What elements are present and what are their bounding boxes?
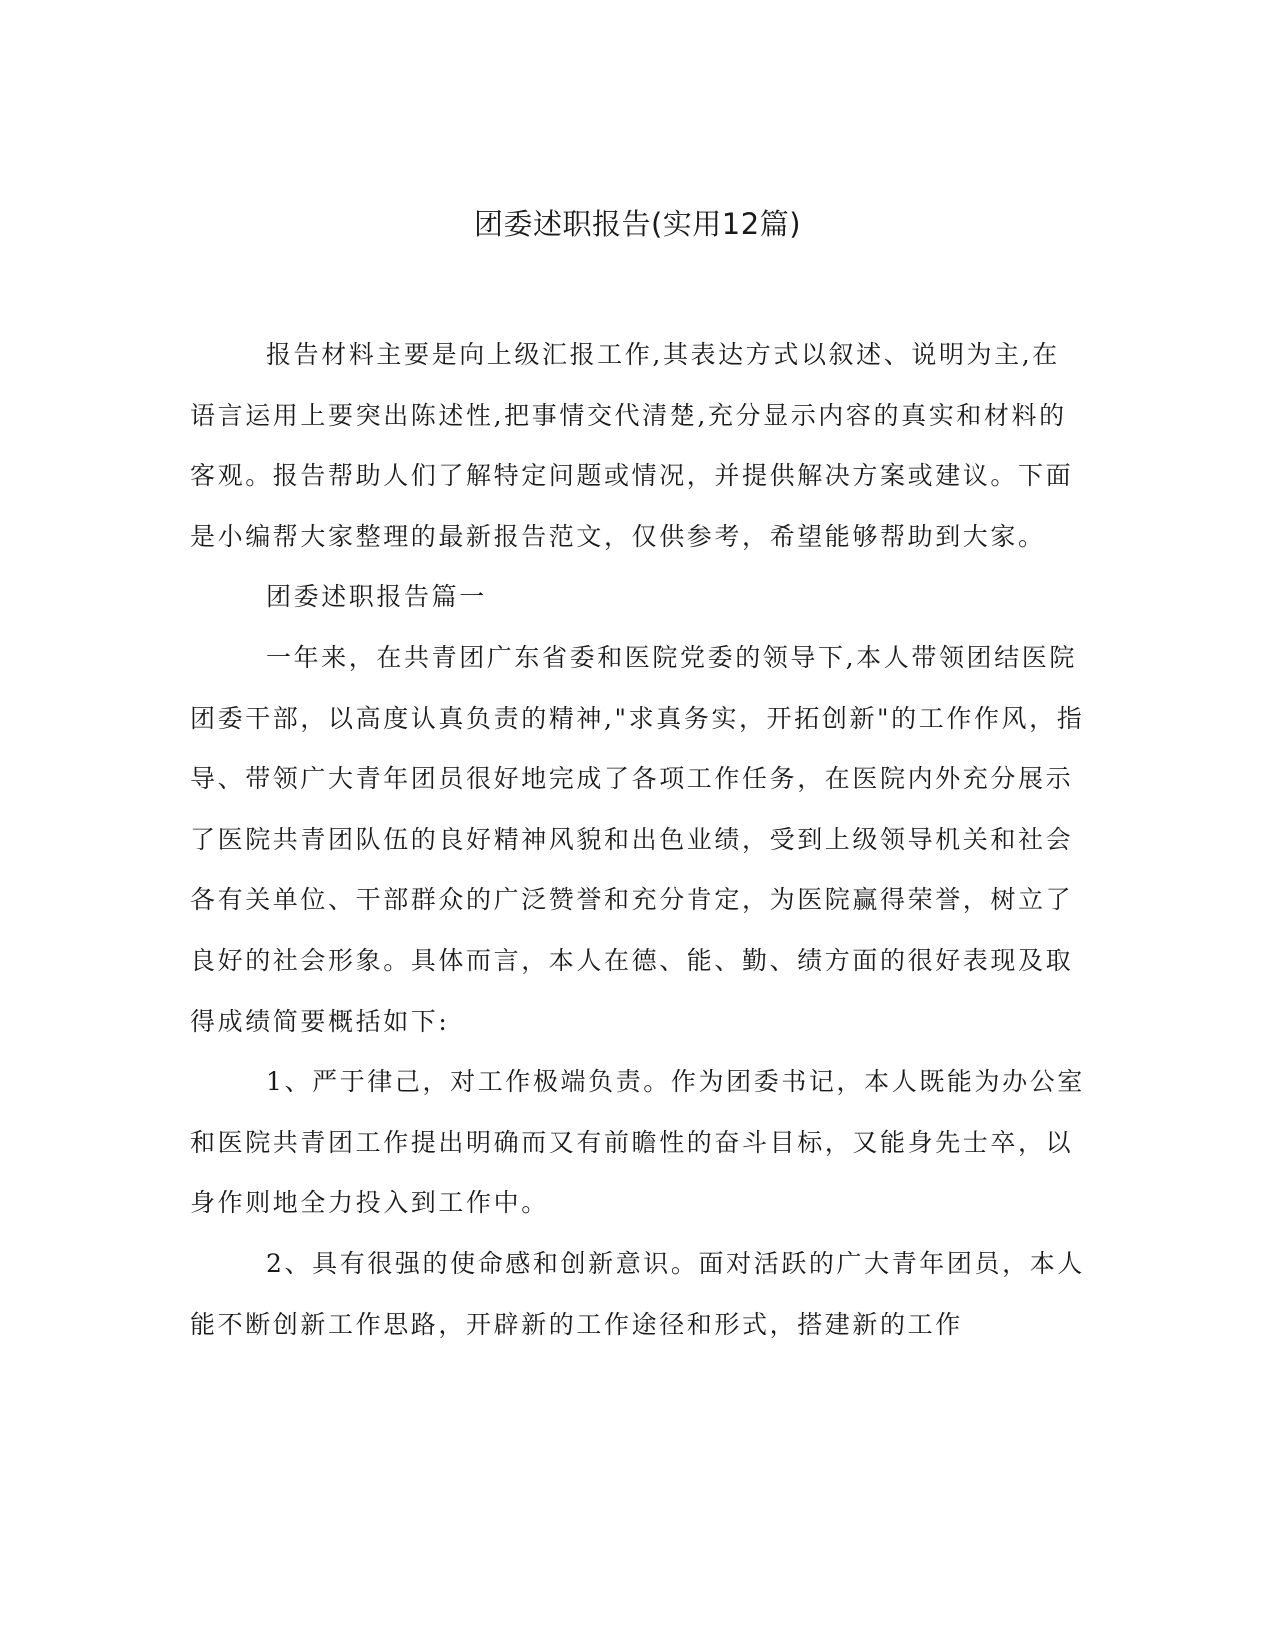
document-title: 团委述职报告(实用12篇) [473, 207, 802, 241]
paragraph-intro: 报告材料主要是向上级汇报工作,其表达方式以叙述、说明为主,在语言运用上要突出陈述性,把事情交代清楚,充分显示内容的真实和材料的客观。报告帮助人们了解特定问题或情况，并提供解决方案或建议。下面是小编帮大家整理的最新报告范文，仅供参考，希望能够帮助到大家。 [190, 340, 1074, 551]
paragraph-point-1: 1、严于律己，对工作极端负责。作为团委书记，本人既能为办公室和医院共青团工作提出明确而又有前瞻性的奋斗目标，又能身先士卒，以身作则地全力投入到工作中。 [190, 1067, 1085, 1218]
document-body [190, 325, 1090, 1355]
paragraph-point-2: 2、具有很强的使命感和创新意识。面对活跃的广大青年团员，本人能不断创新工作思路，开辟新的工作途径和形式，搭建新的工作 [190, 1248, 1085, 1339]
paragraph-overview: 一年来，在共青团广东省委和医院党委的领导下,本人带领团结医院团委干部，以高度认真负责的精神,"求真务实，开拓创新"的工作作风，指导、带领广大青年团员很好地完成了各项工作任务，在医院内外充分展示了医院共青团队伍的良好精神风貌和出色业绩，受到上级领导机关和社会各有关单位、干部群众的广泛赞誉和充分肯定，为医院赢得荣誉，树立了良好的社会形象。具体而言，本人在德、能、勤、绩方面的很好表现及取得成绩简要概括如下: [190, 642, 1085, 1036]
section-heading: 团委述职报告篇一 [266, 582, 487, 612]
